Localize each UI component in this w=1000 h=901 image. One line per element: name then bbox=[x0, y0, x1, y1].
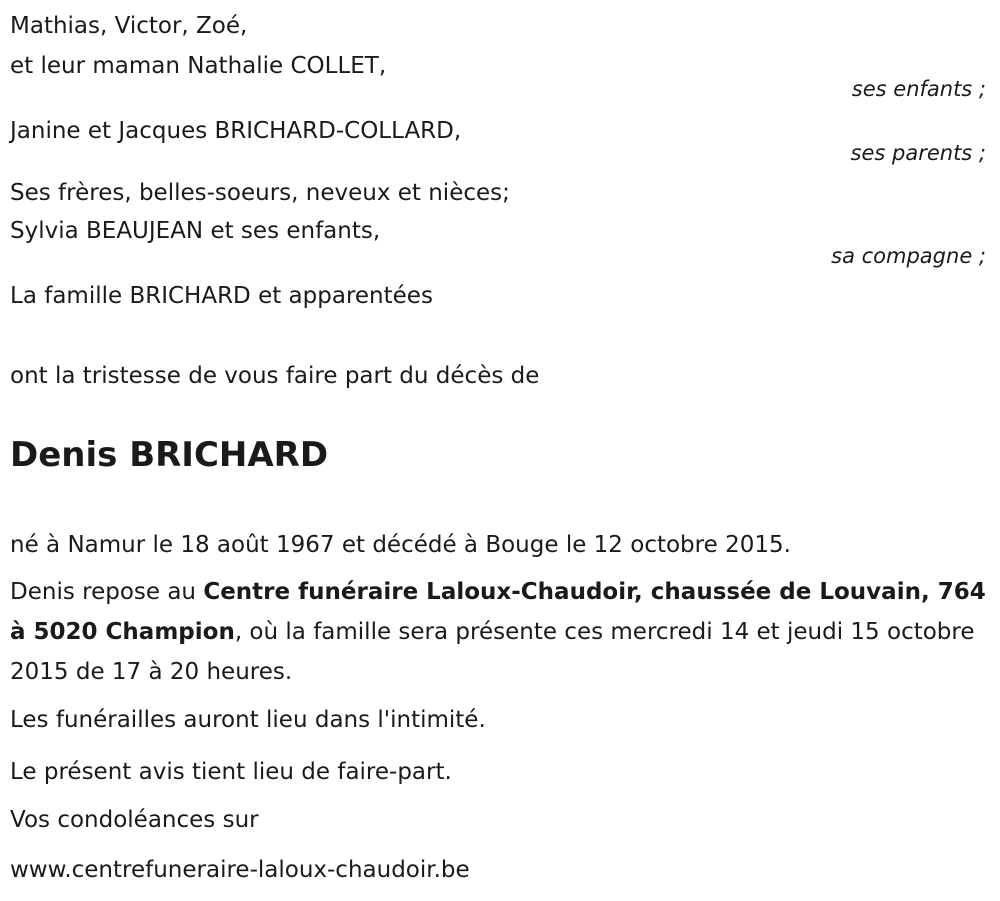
family-line: Mathias, Victor, Zoé, bbox=[10, 13, 248, 39]
notice-info: Le présent avis tient lieu de faire-part. bbox=[10, 759, 452, 785]
relation-label: ses parents ; bbox=[850, 141, 986, 165]
funeral-info: Les funérailles auront lieu dans l'intimité. bbox=[10, 707, 486, 733]
condolences-label: Vos condoléances sur bbox=[10, 807, 259, 833]
announcement: ont la tristesse de vous faire part du décès de bbox=[10, 363, 540, 389]
family-line: Ses frères, belles-soeurs, neveux et nièces; bbox=[10, 180, 510, 206]
rest-paragraph: Denis repose au Centre funéraire Laloux-Chaudoir, chaussée de Louvain, 764 à 5020 Champion, où la famille sera présente ces mercredi 14 et jeudi 15 octobre 2015 de 17 à 20 heures. bbox=[10, 579, 986, 685]
funeral-home-address: Centre funéraire Laloux-Chaudoir, chaussée de Louvain, 764 à 5020 Champion bbox=[10, 579, 986, 645]
family-line: Janine et Jacques BRICHARD-COLLARD, bbox=[10, 118, 462, 144]
family-line: La famille BRICHARD et apparentées bbox=[10, 283, 433, 309]
website-link[interactable]: www.centrefuneraire-laloux-chaudoir.be bbox=[10, 857, 470, 883]
family-line: Sylvia BEAUJEAN et ses enfants, bbox=[10, 218, 381, 244]
relation-label: ses enfants ; bbox=[851, 77, 986, 101]
family-line: et leur maman Nathalie COLLET, bbox=[10, 53, 387, 79]
birth-death: né à Namur le 18 août 1967 et décédé à Bouge le 12 octobre 2015. bbox=[10, 532, 791, 558]
relation-label: sa compagne ; bbox=[831, 244, 986, 268]
deceased-name: Denis BRICHARD bbox=[10, 435, 329, 475]
